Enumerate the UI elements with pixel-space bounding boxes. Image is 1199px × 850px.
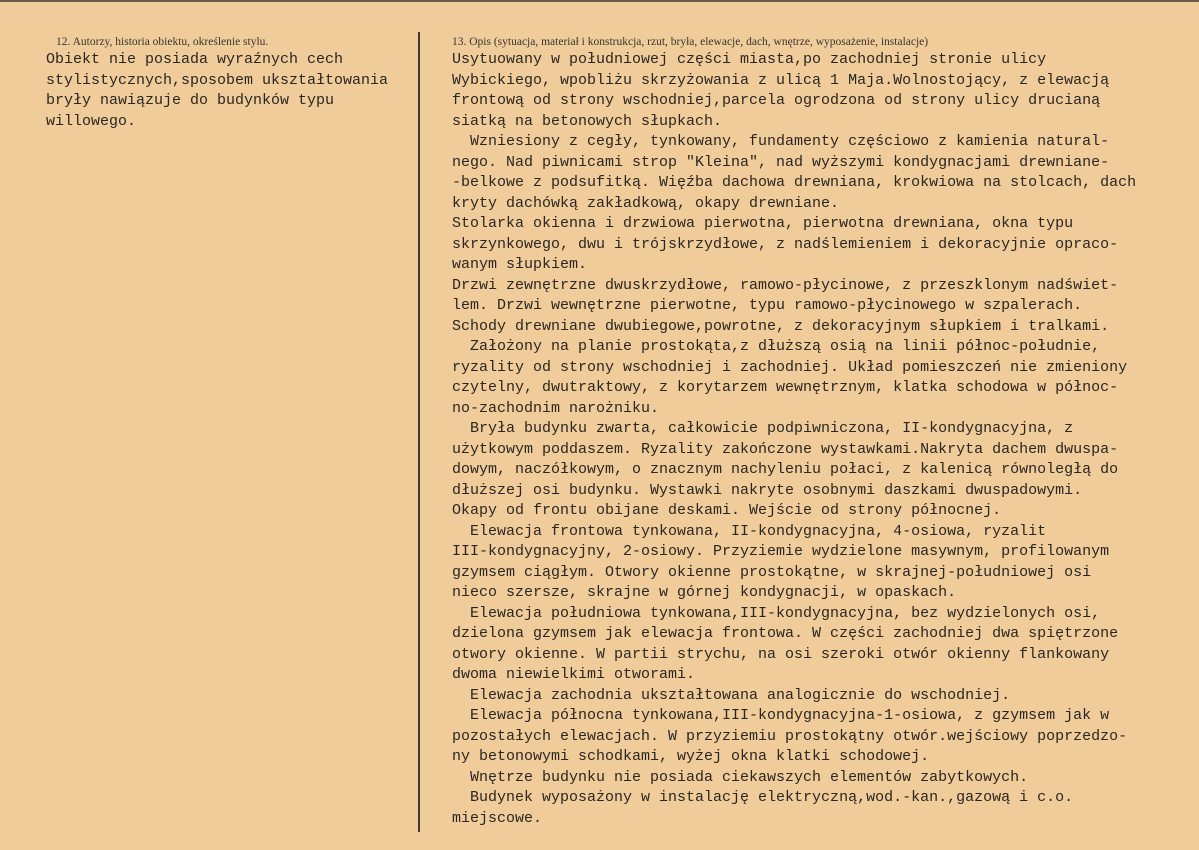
section-13-line: skrzynkowego, dwu i trójskrzydłowe, z nadślemieniem i dekoracyjnie opraco- bbox=[452, 235, 1119, 253]
section-13-line: no-zachodnim narożniku. bbox=[452, 399, 660, 417]
section-13-line: kryty dachówką zakładkową, okapy drewniane. bbox=[452, 194, 840, 212]
section-13-line: dzielona gzymsem jak elewacja frontowa. W części zachodniej dwa spiętrzone bbox=[452, 625, 1119, 642]
section-13-line: Usytuowany w południowej części miasta,po zachodniej stronie ulicy bbox=[452, 51, 1047, 68]
section-13-line: dłuższej osi budynku. Wystawki nakryte osobnymi daszkami dwuspadowymi. bbox=[452, 481, 1083, 499]
section-13-line: użytkowym poddaszem. Ryzality zakończone wystawkami.Nakryta dachem dwuspa- bbox=[452, 440, 1119, 458]
section-13-line: pozostałych elewacjach. W przyziemiu prostokątny otwór.wejściowy poprzedzo- bbox=[452, 727, 1128, 745]
section-13-line: Drzwi zewnętrzne dwuskrzydłowe, ramowo-płycinowe, z przeszklonym nadświet- bbox=[452, 276, 1119, 294]
section-12-line: Obiekt nie posiada wyraźnych cech bbox=[46, 51, 344, 68]
section-13-line: Budynek wyposażony w instalację elektryczną,wod.-kan.,gazową i c.o. bbox=[452, 789, 1074, 806]
section-13-line: nieco szersze, skrajne w górnej kondygnacji, w opaskach. bbox=[452, 584, 957, 601]
section-13-line: III-kondygnacyjny, 2-osiowy. Przyziemie wydzielone masywnym, profilowanym bbox=[452, 543, 1110, 560]
section-13-header: 13. Opis (sytuacja, materiał i konstrukcja, rzut, bryła, elewacje, dach, wnętrze, wyposażenie, instalacje) bbox=[452, 36, 929, 48]
section-13-line: wanym słupkiem. bbox=[452, 256, 588, 273]
section-12-column bbox=[46, 36, 411, 132]
section-13-line: gzymsem ciągłym. Otwory okienne prostokątne, w skrajnej-południowej osi bbox=[452, 563, 1092, 581]
section-13-line: frontową od strony wschodniej,parcela ogrodzona od strony ulicy drucianą bbox=[452, 92, 1101, 109]
section-13-line: Schody drewniane dwubiegowe,powrotne, z dekoracyjnym słupkiem i tralkami. bbox=[452, 317, 1110, 335]
section-13-line: Okapy od frontu obijane deskami. Wejście od strony północnej. bbox=[452, 502, 1002, 519]
section-13-line: ryzality od strony wschodniej i zachodniej. Układ pomieszczeń nie zmieniony bbox=[452, 358, 1128, 376]
column-divider bbox=[418, 32, 420, 832]
section-13-line: Bryła budynku zwarta, całkowicie podpiwniczona, II-kondygnacyjna, z bbox=[452, 420, 1074, 437]
section-13-line: Elewacja północna tynkowana,III-kondygnacyjna-1-osiowa, z gzymsem jak w bbox=[452, 707, 1110, 724]
section-13-line: lem. Drzwi wewnętrzne pierwotne, typu ramowo-płycinowego w szpalerach. bbox=[452, 297, 1083, 314]
section-12-line: willowego. bbox=[46, 112, 137, 130]
section-12-header: 12. Autorzy, historia obiektu, określenie stylu. bbox=[56, 36, 269, 48]
section-12-line: stylistycznych,sposobem ukształtowania bbox=[46, 71, 389, 89]
section-13-line: Wybickiego, wpobliżu skrzyżowania z ulicą 1 Maja.Wolnostojący, z elewacją bbox=[452, 71, 1110, 89]
section-13-line: Elewacja zachodnia ukształtowana analogicznie do wschodniej. bbox=[452, 686, 1011, 704]
section-13-line: ny betonowymi schodkami, wyżej okna klatki schodowej. bbox=[452, 748, 930, 765]
section-13-line: miejscowe. bbox=[452, 809, 543, 827]
section-13-line: siatką na betonowych słupkach. bbox=[452, 112, 723, 130]
section-13-line: Elewacja frontowa tynkowana, II-kondygnacyjna, 4-osiowa, ryzalit bbox=[452, 522, 1047, 540]
section-13-line: Elewacja południowa tynkowana,III-kondygnacyjna, bez wydzielonych osi, bbox=[452, 604, 1101, 622]
section-13-line: -belkowe z podsufitką. Więźba dachowa drewniana, krokwiowa na stolcach, dach bbox=[452, 174, 1137, 191]
section-13-body bbox=[452, 50, 1192, 829]
section-13-line: czytelny, dwutraktowy, z korytarzem wewnętrznym, klatka schodowa w północ- bbox=[452, 379, 1119, 396]
section-13-line: dowym, naczółkowym, o znacznym nachyleniu połaci, z kalenicą równoległą do bbox=[452, 461, 1119, 478]
section-12-body bbox=[46, 50, 411, 132]
section-13-column bbox=[452, 36, 1192, 829]
section-13-line: Założony na planie prostokąta,z dłuższą osią na linii północ-południe, bbox=[452, 338, 1101, 355]
section-13-line: nego. Nad piwnicami strop "Kleina", nad wyższymi kondygnacjami drewniane- bbox=[452, 153, 1110, 171]
section-13-line: Wnętrze budynku nie posiada ciekawszych elementów zabytkowych. bbox=[452, 768, 1029, 786]
section-13-line: Wzniesiony z cegły, tynkowany, fundamenty częściowo z kamienia natural- bbox=[452, 133, 1110, 150]
section-13-line: Stolarka okienna i drzwiowa pierwotna, pierwotna drewniana, okna typu bbox=[452, 215, 1074, 232]
section-13-line: dwoma niewielkimi otworami. bbox=[452, 666, 696, 683]
section-12-line: bryły nawiązuje do budynków typu bbox=[46, 92, 335, 109]
section-13-line: otwory okienne. W partii strychu, na osi szeroki otwór okienny flankowany bbox=[452, 645, 1110, 663]
